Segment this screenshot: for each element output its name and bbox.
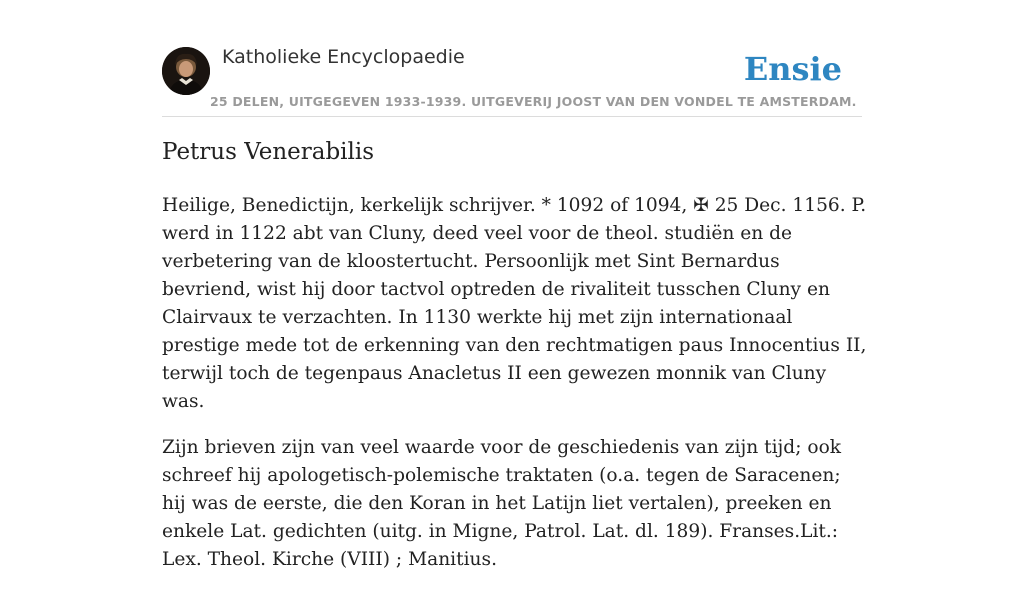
- article-title: Petrus Venerabilis: [162, 139, 375, 165]
- ensie-logo-link[interactable]: Ensie: [743, 50, 842, 88]
- article-paragraph: Zijn brieven zijn van veel waarde voor de geschiedenis van zijn tijd; ook schreef hij apologetisch-polemische traktaten (o.a. tegen de Saracenen; hij was de eerste, die den Koran in het Latijn liet vertalen), preeken en enkele Lat. gedichten (uitg. in Migne, Patrol. Lat. dl. 189). Franses.Lit.: Lex. Theol. Kirche (VIII) ; Manitius.: [162, 437, 842, 570]
- article-paragraph: Heilige, Benedictijn, kerkelijk schrijver. * 1092 of 1094, ✠ 25 Dec. 1156. P. werd in 1122 abt van Cluny, deed veel voor de theol. studiën en de verbetering van de kloostertucht. Persoonlijk met Sint Bernardus bevriend, wist hij door tactvol optreden de rivaliteit tusschen Cluny en Clairvaux te verzachten. In 1130 werkte hij met zijn internationaal prestige mede tot de erkenning van den rechtmatigen paus Innocentius II, terwijl toch de tegenpaus Anacletus II een gewezen monnik van Cluny was.: [162, 195, 867, 412]
- publication-name[interactable]: Katholieke Encyclopaedie: [222, 46, 465, 68]
- publication-header: [162, 44, 862, 117]
- article-body: [162, 192, 868, 592]
- portrait-icon: [162, 47, 210, 95]
- publication-subtitle: 25 DELEN, UITGEGEVEN 1933-1939. UITGEVERIJ JOOST VAN DEN VONDEL TE AMSTERDAM.: [210, 94, 857, 109]
- avatar[interactable]: [162, 47, 210, 95]
